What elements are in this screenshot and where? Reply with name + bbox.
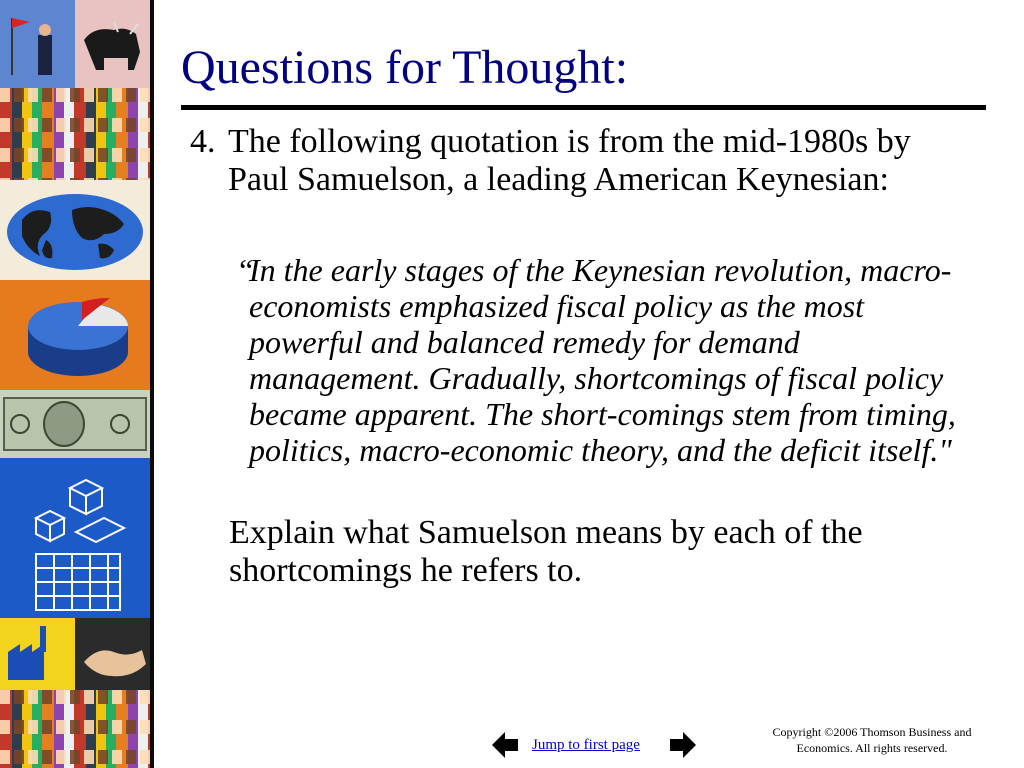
world-map-illustration xyxy=(0,180,150,280)
crowd-image-bottom xyxy=(0,690,150,768)
blueprint-cubes-image xyxy=(0,458,150,618)
dollar-bill-illustration xyxy=(0,390,150,458)
cubes-illustration xyxy=(0,458,150,618)
title-underline xyxy=(181,105,986,110)
quote-text: In the early stages of the Keynesian revolution, macro-economists emphasized fiscal policy as the most powerful and balanced remedy for demand management. Gradually, shortcomings of fiscal policy became apparent. The short-comings stem from timing, politics, macro-economic theory, and the deficit itself." xyxy=(249,252,956,468)
world-map-image xyxy=(0,180,150,280)
arrow-left-icon[interactable] xyxy=(492,732,518,758)
slide-title: Questions for Thought: xyxy=(181,41,629,94)
question-number: 4. xyxy=(190,123,216,160)
copyright-line-2: Economics. All rights reserved. xyxy=(796,741,948,755)
flag-and-bull-image xyxy=(0,0,150,88)
factory-handshake-illustration xyxy=(0,618,150,690)
factory-handshake-image xyxy=(0,618,150,690)
strip-divider xyxy=(150,0,154,768)
decorative-collage-strip xyxy=(0,0,150,768)
copyright-line-1: Copyright ©2006 Thomson Business and xyxy=(772,725,972,739)
arrow-right-icon[interactable] xyxy=(670,732,696,758)
dollar-bill-image xyxy=(0,390,150,458)
crowd-image xyxy=(0,88,150,180)
explain-prompt: Explain what Samuelson means by each of the shortcomings he refers to. xyxy=(229,514,863,589)
question-text: The following quotation is from the mid-1980s by Paul Samuelson, a leading American Keynesian: xyxy=(228,123,911,198)
pie-chart-illustration xyxy=(0,280,150,390)
copyright-notice xyxy=(742,724,1002,756)
quote-open-mark: “ xyxy=(236,252,254,288)
flag-bull-illustration xyxy=(0,0,150,88)
jump-to-first-page-link[interactable]: Jump to first page xyxy=(532,737,640,753)
pie-chart-image xyxy=(0,280,150,390)
